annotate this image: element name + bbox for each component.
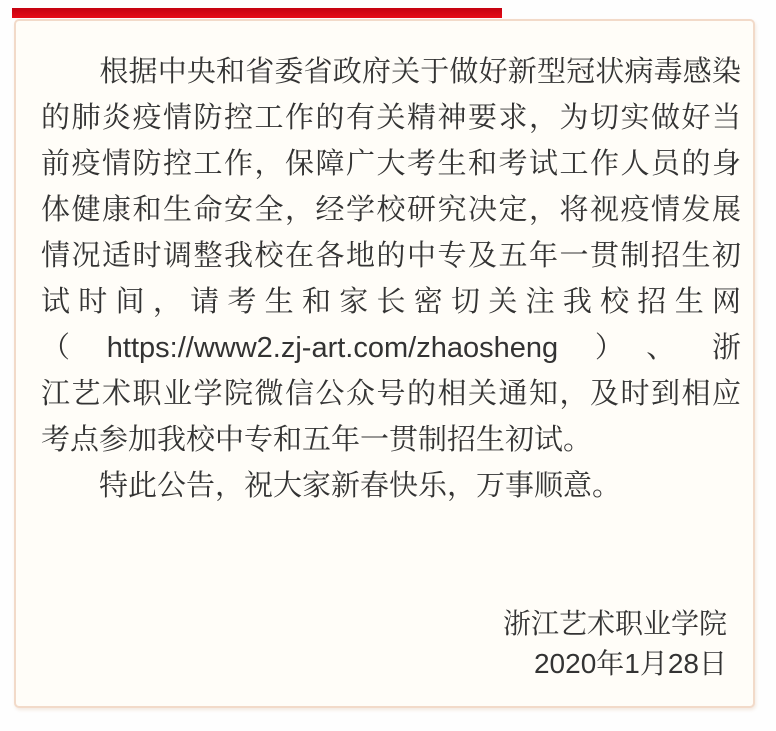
- top-accent-bar: [12, 8, 502, 18]
- body-line: 试时间，请考生和家长密切关注我校招生网: [41, 286, 741, 318]
- body-line: 特此公告，祝大家新春快乐，万事顺意。: [41, 470, 622, 502]
- body-line: 前疫情防控工作，保障广大考生和考试工作人员的身: [41, 148, 741, 180]
- body-line: 考点参加我校中专和五年一贯制招生初试。: [41, 424, 593, 456]
- notice-body: [41, 49, 741, 509]
- signature-date: 2020年1月28日: [533, 648, 727, 679]
- body-line: 情况适时调整我校在各地的中专及五年一贯制招生初: [41, 240, 741, 272]
- body-line: 的肺炎疫情防控工作的有关精神要求，为切实做好当: [41, 102, 741, 134]
- body-line: 体健康和生命安全，经学校研究决定，将视疫情发展: [41, 194, 741, 226]
- body-line: 根据中央和省委省政府关于做好新型冠状病毒感染: [41, 56, 741, 88]
- notice-frame: [14, 19, 755, 708]
- body-line: 江艺术职业学院微信公众号的相关通知，及时到相应: [41, 378, 741, 410]
- signature-block: [503, 604, 727, 684]
- body-line-url: （https://www2.zj-art.com/zhaosheng）、浙: [41, 332, 741, 364]
- signature-org: 浙江艺术职业学院: [502, 608, 727, 639]
